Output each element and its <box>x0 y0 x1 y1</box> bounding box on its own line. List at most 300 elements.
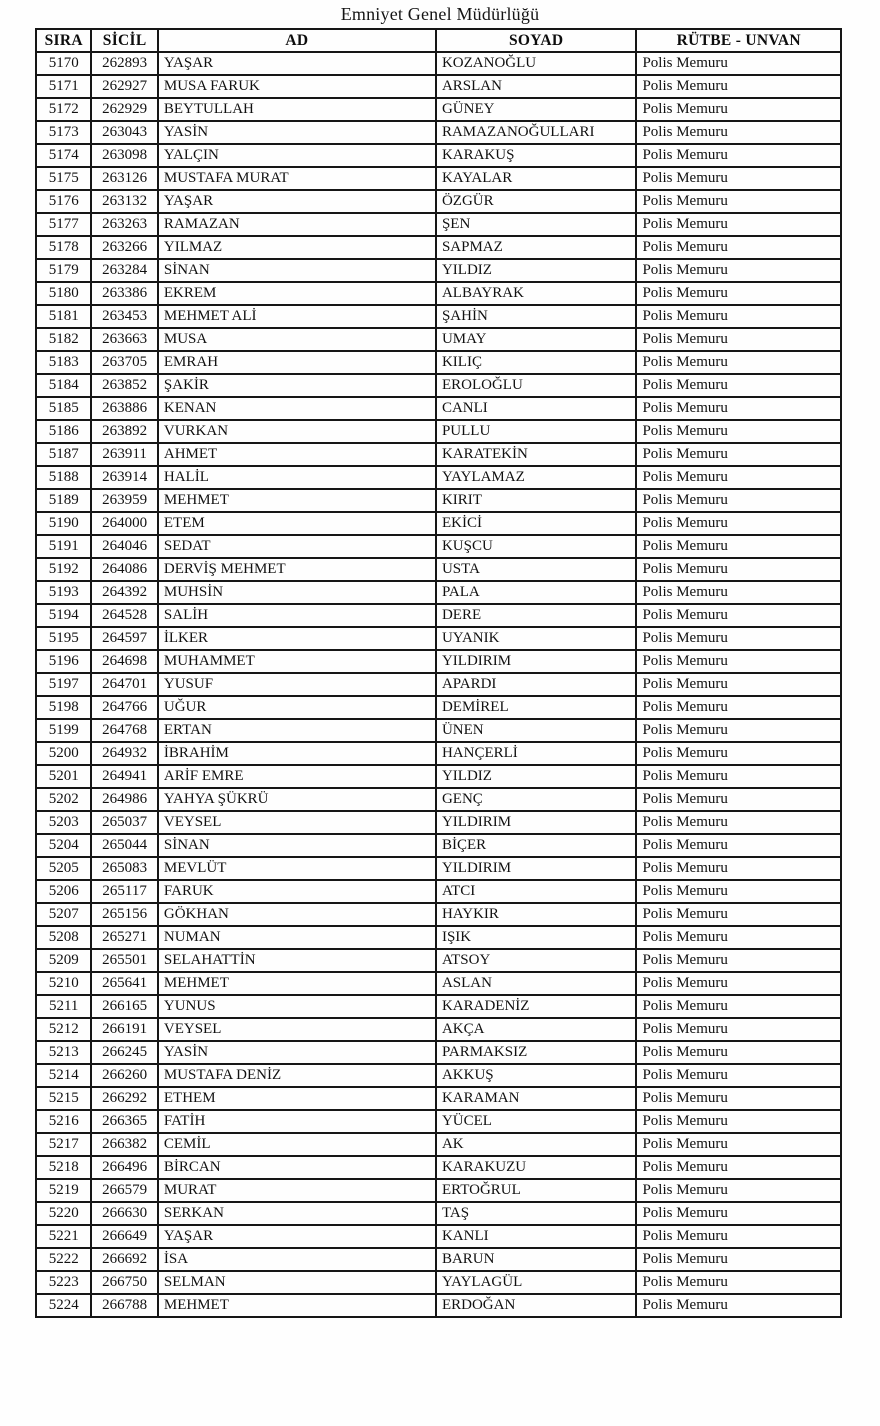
table-row <box>36 926 841 949</box>
cell-sicil: 266260 <box>91 1064 157 1087</box>
cell-sicil: 265271 <box>91 926 157 949</box>
table-row <box>36 305 841 328</box>
cell-sicil: 264597 <box>91 627 157 650</box>
cell-rutbe-unvan: Polis Memuru <box>636 1064 841 1087</box>
cell-sira: 5188 <box>36 466 91 489</box>
cell-sicil: 266630 <box>91 1202 157 1225</box>
cell-sicil: 266649 <box>91 1225 157 1248</box>
cell-soyad: GÜNEY <box>436 98 636 121</box>
cell-sicil: 266496 <box>91 1156 157 1179</box>
table-row <box>36 1271 841 1294</box>
cell-rutbe-unvan: Polis Memuru <box>636 581 841 604</box>
cell-sicil: 263263 <box>91 213 157 236</box>
cell-sicil: 264701 <box>91 673 157 696</box>
cell-sira: 5198 <box>36 696 91 719</box>
cell-sicil: 264046 <box>91 535 157 558</box>
cell-rutbe-unvan: Polis Memuru <box>636 742 841 765</box>
cell-sira: 5176 <box>36 190 91 213</box>
cell-sira: 5196 <box>36 650 91 673</box>
table-row <box>36 443 841 466</box>
cell-rutbe-unvan: Polis Memuru <box>636 1041 841 1064</box>
cell-sicil: 263852 <box>91 374 157 397</box>
cell-soyad: ERTOĞRUL <box>436 1179 636 1202</box>
cell-sira: 5180 <box>36 282 91 305</box>
cell-rutbe-unvan: Polis Memuru <box>636 995 841 1018</box>
cell-sira: 5202 <box>36 788 91 811</box>
cell-sira: 5209 <box>36 949 91 972</box>
cell-sicil: 265156 <box>91 903 157 926</box>
cell-soyad: KARATEKİN <box>436 443 636 466</box>
cell-ad: ETHEM <box>158 1087 436 1110</box>
cell-rutbe-unvan: Polis Memuru <box>636 880 841 903</box>
cell-sicil: 263284 <box>91 259 157 282</box>
table-row <box>36 489 841 512</box>
cell-soyad: EKİCİ <box>436 512 636 535</box>
cell-sicil: 263911 <box>91 443 157 466</box>
cell-rutbe-unvan: Polis Memuru <box>636 512 841 535</box>
cell-ad: YAŞAR <box>158 1225 436 1248</box>
cell-rutbe-unvan: Polis Memuru <box>636 1202 841 1225</box>
cell-ad: NUMAN <box>158 926 436 949</box>
header-soyad: SOYAD <box>436 29 636 52</box>
cell-sira: 5186 <box>36 420 91 443</box>
cell-ad: AHMET <box>158 443 436 466</box>
cell-sicil: 266788 <box>91 1294 157 1317</box>
cell-ad: MEVLÜT <box>158 857 436 880</box>
table-row <box>36 1179 841 1202</box>
cell-ad: SALİH <box>158 604 436 627</box>
cell-sira: 5220 <box>36 1202 91 1225</box>
table-row <box>36 765 841 788</box>
cell-soyad: ÖZGÜR <box>436 190 636 213</box>
table-row <box>36 190 841 213</box>
cell-sicil: 266579 <box>91 1179 157 1202</box>
table-row <box>36 374 841 397</box>
table-row <box>36 719 841 742</box>
cell-sira: 5224 <box>36 1294 91 1317</box>
cell-soyad: AKÇA <box>436 1018 636 1041</box>
table-row <box>36 742 841 765</box>
cell-rutbe-unvan: Polis Memuru <box>636 466 841 489</box>
cell-soyad: ATSOY <box>436 949 636 972</box>
cell-sira: 5215 <box>36 1087 91 1110</box>
cell-ad: YASİN <box>158 121 436 144</box>
cell-sicil: 263126 <box>91 167 157 190</box>
cell-sira: 5190 <box>36 512 91 535</box>
cell-sicil: 265037 <box>91 811 157 834</box>
cell-sicil: 263892 <box>91 420 157 443</box>
cell-sira: 5208 <box>36 926 91 949</box>
cell-sira: 5204 <box>36 834 91 857</box>
cell-soyad: IŞIK <box>436 926 636 949</box>
table-row <box>36 788 841 811</box>
cell-soyad: KAYALAR <box>436 167 636 190</box>
cell-soyad: YILDIRIM <box>436 650 636 673</box>
cell-rutbe-unvan: Polis Memuru <box>636 604 841 627</box>
cell-rutbe-unvan: Polis Memuru <box>636 627 841 650</box>
cell-sira: 5197 <box>36 673 91 696</box>
cell-ad: BİRCAN <box>158 1156 436 1179</box>
cell-rutbe-unvan: Polis Memuru <box>636 282 841 305</box>
cell-soyad: SAPMAZ <box>436 236 636 259</box>
cell-ad: FATİH <box>158 1110 436 1133</box>
cell-sira: 5199 <box>36 719 91 742</box>
cell-sicil: 264086 <box>91 558 157 581</box>
cell-sicil: 265083 <box>91 857 157 880</box>
cell-ad: SELMAN <box>158 1271 436 1294</box>
cell-soyad: YILDIRIM <box>436 811 636 834</box>
cell-ad: YALÇIN <box>158 144 436 167</box>
cell-soyad: EROLOĞLU <box>436 374 636 397</box>
cell-sira: 5171 <box>36 75 91 98</box>
cell-soyad: BARUN <box>436 1248 636 1271</box>
cell-rutbe-unvan: Polis Memuru <box>636 535 841 558</box>
header-sira: SIRA <box>36 29 91 52</box>
table-row <box>36 650 841 673</box>
cell-sira: 5201 <box>36 765 91 788</box>
cell-soyad: HANÇERLİ <box>436 742 636 765</box>
table-row <box>36 52 841 75</box>
table-row <box>36 351 841 374</box>
cell-ad: YILMAZ <box>158 236 436 259</box>
cell-sira: 5182 <box>36 328 91 351</box>
cell-ad: MUHSİN <box>158 581 436 604</box>
cell-sira: 5222 <box>36 1248 91 1271</box>
cell-soyad: KARAMAN <box>436 1087 636 1110</box>
cell-sira: 5217 <box>36 1133 91 1156</box>
personnel-table <box>35 28 842 1318</box>
cell-ad: SERKAN <box>158 1202 436 1225</box>
cell-soyad: KARAKUZU <box>436 1156 636 1179</box>
table-row <box>36 236 841 259</box>
cell-sira: 5218 <box>36 1156 91 1179</box>
table-row <box>36 259 841 282</box>
cell-ad: GÖKHAN <box>158 903 436 926</box>
table-row <box>36 282 841 305</box>
cell-rutbe-unvan: Polis Memuru <box>636 236 841 259</box>
cell-sira: 5205 <box>36 857 91 880</box>
cell-rutbe-unvan: Polis Memuru <box>636 75 841 98</box>
cell-sicil: 264528 <box>91 604 157 627</box>
cell-ad: SİNAN <box>158 259 436 282</box>
cell-rutbe-unvan: Polis Memuru <box>636 1248 841 1271</box>
table-row <box>36 397 841 420</box>
table-row <box>36 512 841 535</box>
cell-rutbe-unvan: Polis Memuru <box>636 121 841 144</box>
cell-soyad: UYANIK <box>436 627 636 650</box>
cell-soyad: ARSLAN <box>436 75 636 98</box>
cell-rutbe-unvan: Polis Memuru <box>636 213 841 236</box>
cell-sicil: 264986 <box>91 788 157 811</box>
cell-sicil: 266245 <box>91 1041 157 1064</box>
cell-soyad: AKKUŞ <box>436 1064 636 1087</box>
cell-rutbe-unvan: Polis Memuru <box>636 420 841 443</box>
cell-sicil: 264000 <box>91 512 157 535</box>
table-row <box>36 167 841 190</box>
cell-sira: 5185 <box>36 397 91 420</box>
cell-sira: 5193 <box>36 581 91 604</box>
cell-soyad: USTA <box>436 558 636 581</box>
cell-sira: 5214 <box>36 1064 91 1087</box>
cell-sicil: 262927 <box>91 75 157 98</box>
cell-sira: 5195 <box>36 627 91 650</box>
cell-sira: 5170 <box>36 52 91 75</box>
cell-soyad: KILIÇ <box>436 351 636 374</box>
cell-sicil: 265501 <box>91 949 157 972</box>
cell-rutbe-unvan: Polis Memuru <box>636 1225 841 1248</box>
cell-rutbe-unvan: Polis Memuru <box>636 259 841 282</box>
table-row <box>36 581 841 604</box>
cell-sira: 5203 <box>36 811 91 834</box>
cell-rutbe-unvan: Polis Memuru <box>636 673 841 696</box>
cell-sira: 5172 <box>36 98 91 121</box>
cell-ad: HALİL <box>158 466 436 489</box>
cell-sira: 5216 <box>36 1110 91 1133</box>
cell-soyad: PARMAKSIZ <box>436 1041 636 1064</box>
table-row <box>36 972 841 995</box>
cell-rutbe-unvan: Polis Memuru <box>636 144 841 167</box>
cell-soyad: YÜCEL <box>436 1110 636 1133</box>
cell-ad: SELAHATTİN <box>158 949 436 972</box>
table-row <box>36 98 841 121</box>
cell-rutbe-unvan: Polis Memuru <box>636 765 841 788</box>
cell-ad: MEHMET <box>158 972 436 995</box>
cell-sira: 5212 <box>36 1018 91 1041</box>
cell-ad: ARİF EMRE <box>158 765 436 788</box>
table-row <box>36 558 841 581</box>
cell-rutbe-unvan: Polis Memuru <box>636 949 841 972</box>
table-row <box>36 696 841 719</box>
cell-ad: VURKAN <box>158 420 436 443</box>
cell-ad: UĞUR <box>158 696 436 719</box>
cell-soyad: RAMAZANOĞULLARI <box>436 121 636 144</box>
table-row <box>36 420 841 443</box>
cell-rutbe-unvan: Polis Memuru <box>636 696 841 719</box>
cell-rutbe-unvan: Polis Memuru <box>636 52 841 75</box>
cell-sira: 5181 <box>36 305 91 328</box>
table-row <box>36 1064 841 1087</box>
table-row <box>36 995 841 1018</box>
table-row <box>36 811 841 834</box>
cell-sicil: 263886 <box>91 397 157 420</box>
table-row <box>36 121 841 144</box>
cell-soyad: DEMİREL <box>436 696 636 719</box>
cell-sicil: 266191 <box>91 1018 157 1041</box>
table-row <box>36 75 841 98</box>
cell-rutbe-unvan: Polis Memuru <box>636 857 841 880</box>
cell-rutbe-unvan: Polis Memuru <box>636 489 841 512</box>
table-row <box>36 1225 841 1248</box>
cell-ad: SEDAT <box>158 535 436 558</box>
cell-sicil: 263098 <box>91 144 157 167</box>
cell-rutbe-unvan: Polis Memuru <box>636 98 841 121</box>
cell-sira: 5184 <box>36 374 91 397</box>
cell-ad: YASİN <box>158 1041 436 1064</box>
cell-rutbe-unvan: Polis Memuru <box>636 558 841 581</box>
table-row <box>36 1041 841 1064</box>
cell-sicil: 266292 <box>91 1087 157 1110</box>
cell-ad: MUSTAFA DENİZ <box>158 1064 436 1087</box>
cell-ad: SİNAN <box>158 834 436 857</box>
cell-sicil: 266692 <box>91 1248 157 1271</box>
cell-sicil: 263266 <box>91 236 157 259</box>
cell-soyad: AK <box>436 1133 636 1156</box>
table-row <box>36 144 841 167</box>
cell-soyad: KUŞCU <box>436 535 636 558</box>
cell-rutbe-unvan: Polis Memuru <box>636 305 841 328</box>
table-row <box>36 466 841 489</box>
cell-sira: 5187 <box>36 443 91 466</box>
table-row <box>36 1248 841 1271</box>
cell-soyad: KOZANOĞLU <box>436 52 636 75</box>
header-rutbe-unvan: RÜTBE - UNVAN <box>636 29 841 52</box>
cell-rutbe-unvan: Polis Memuru <box>636 719 841 742</box>
cell-ad: MUSA <box>158 328 436 351</box>
cell-rutbe-unvan: Polis Memuru <box>636 190 841 213</box>
cell-sira: 5175 <box>36 167 91 190</box>
cell-ad: FARUK <box>158 880 436 903</box>
cell-sicil: 263914 <box>91 466 157 489</box>
cell-sicil: 262929 <box>91 98 157 121</box>
cell-sicil: 266750 <box>91 1271 157 1294</box>
table-row <box>36 673 841 696</box>
cell-sira: 5177 <box>36 213 91 236</box>
table-row <box>36 627 841 650</box>
cell-rutbe-unvan: Polis Memuru <box>636 167 841 190</box>
cell-ad: ETEM <box>158 512 436 535</box>
cell-ad: ERTAN <box>158 719 436 742</box>
cell-soyad: KARAKUŞ <box>436 144 636 167</box>
cell-ad: VEYSEL <box>158 1018 436 1041</box>
cell-sira: 5174 <box>36 144 91 167</box>
cell-sicil: 265117 <box>91 880 157 903</box>
cell-ad: YUSUF <box>158 673 436 696</box>
cell-sicil: 263132 <box>91 190 157 213</box>
cell-soyad: PULLU <box>436 420 636 443</box>
cell-ad: İBRAHİM <box>158 742 436 765</box>
cell-sicil: 264932 <box>91 742 157 765</box>
cell-sicil: 265641 <box>91 972 157 995</box>
cell-rutbe-unvan: Polis Memuru <box>636 374 841 397</box>
cell-ad: İSA <box>158 1248 436 1271</box>
cell-sira: 5200 <box>36 742 91 765</box>
cell-soyad: UMAY <box>436 328 636 351</box>
cell-ad: MUSA FARUK <box>158 75 436 98</box>
cell-ad: MUSTAFA MURAT <box>158 167 436 190</box>
cell-soyad: APARDI <box>436 673 636 696</box>
cell-rutbe-unvan: Polis Memuru <box>636 328 841 351</box>
cell-sicil: 266365 <box>91 1110 157 1133</box>
cell-soyad: ŞEN <box>436 213 636 236</box>
table-row <box>36 1156 841 1179</box>
cell-ad: RAMAZAN <box>158 213 436 236</box>
cell-sicil: 264766 <box>91 696 157 719</box>
cell-ad: EMRAH <box>158 351 436 374</box>
cell-rutbe-unvan: Polis Memuru <box>636 926 841 949</box>
cell-soyad: ERDOĞAN <box>436 1294 636 1317</box>
cell-ad: DERVİŞ MEHMET <box>158 558 436 581</box>
cell-sicil: 263663 <box>91 328 157 351</box>
table-row <box>36 1087 841 1110</box>
cell-soyad: TAŞ <box>436 1202 636 1225</box>
table-row <box>36 857 841 880</box>
table-row <box>36 1202 841 1225</box>
table-row <box>36 1133 841 1156</box>
cell-soyad: PALA <box>436 581 636 604</box>
cell-sira: 5223 <box>36 1271 91 1294</box>
cell-sicil: 263705 <box>91 351 157 374</box>
table-row <box>36 1294 841 1317</box>
cell-rutbe-unvan: Polis Memuru <box>636 443 841 466</box>
cell-rutbe-unvan: Polis Memuru <box>636 1018 841 1041</box>
cell-soyad: ASLAN <box>436 972 636 995</box>
table-row <box>36 328 841 351</box>
cell-sira: 5191 <box>36 535 91 558</box>
cell-soyad: ATCI <box>436 880 636 903</box>
cell-rutbe-unvan: Polis Memuru <box>636 811 841 834</box>
cell-ad: YAŞAR <box>158 52 436 75</box>
cell-rutbe-unvan: Polis Memuru <box>636 834 841 857</box>
cell-rutbe-unvan: Polis Memuru <box>636 397 841 420</box>
cell-soyad: KANLI <box>436 1225 636 1248</box>
header-sicil: SİCİL <box>91 29 157 52</box>
cell-sira: 5179 <box>36 259 91 282</box>
cell-soyad: YILDIZ <box>436 259 636 282</box>
cell-sicil: 265044 <box>91 834 157 857</box>
table-row <box>36 1110 841 1133</box>
cell-soyad: KIRIT <box>436 489 636 512</box>
cell-sira: 5192 <box>36 558 91 581</box>
cell-sira: 5219 <box>36 1179 91 1202</box>
cell-sira: 5189 <box>36 489 91 512</box>
cell-sicil: 263043 <box>91 121 157 144</box>
header-ad: AD <box>158 29 436 52</box>
cell-sira: 5194 <box>36 604 91 627</box>
cell-ad: YAHYA ŞÜKRÜ <box>158 788 436 811</box>
table-row <box>36 834 841 857</box>
cell-soyad: ŞAHİN <box>436 305 636 328</box>
cell-ad: VEYSEL <box>158 811 436 834</box>
cell-sira: 5221 <box>36 1225 91 1248</box>
cell-soyad: YILDIRIM <box>436 857 636 880</box>
cell-sicil: 263453 <box>91 305 157 328</box>
cell-sicil: 266382 <box>91 1133 157 1156</box>
cell-soyad: ALBAYRAK <box>436 282 636 305</box>
cell-sira: 5207 <box>36 903 91 926</box>
cell-ad: MEHMET <box>158 489 436 512</box>
cell-sira: 5210 <box>36 972 91 995</box>
cell-ad: CEMİL <box>158 1133 436 1156</box>
cell-sira: 5213 <box>36 1041 91 1064</box>
cell-rutbe-unvan: Polis Memuru <box>636 788 841 811</box>
cell-rutbe-unvan: Polis Memuru <box>636 1110 841 1133</box>
cell-rutbe-unvan: Polis Memuru <box>636 650 841 673</box>
table-row <box>36 1018 841 1041</box>
cell-soyad: GENÇ <box>436 788 636 811</box>
cell-sira: 5211 <box>36 995 91 1018</box>
cell-rutbe-unvan: Polis Memuru <box>636 1087 841 1110</box>
table-row <box>36 880 841 903</box>
cell-sicil: 264698 <box>91 650 157 673</box>
cell-sicil: 264941 <box>91 765 157 788</box>
cell-ad: EKREM <box>158 282 436 305</box>
cell-ad: ŞAKİR <box>158 374 436 397</box>
cell-rutbe-unvan: Polis Memuru <box>636 1179 841 1202</box>
cell-ad: İLKER <box>158 627 436 650</box>
table-header <box>36 29 841 52</box>
cell-ad: BEYTULLAH <box>158 98 436 121</box>
cell-rutbe-unvan: Polis Memuru <box>636 351 841 374</box>
